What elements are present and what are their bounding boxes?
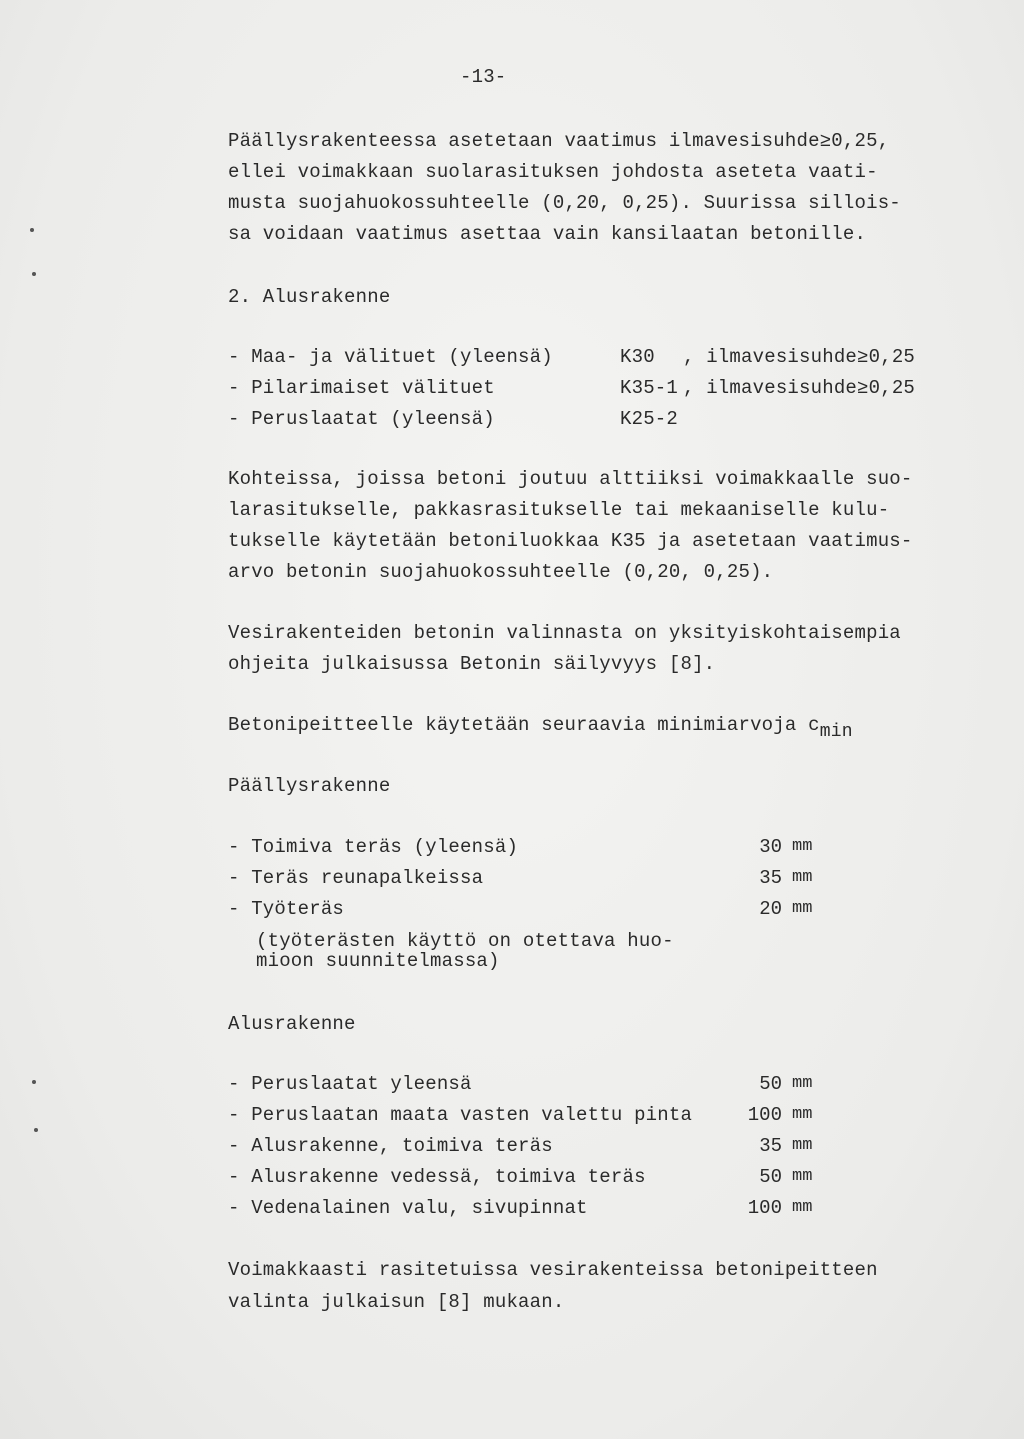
cover-row-unit: mm <box>792 1136 813 1155</box>
cover-intro-text: Betonipeitteelle käytetään seuraavia minimiarvoja c <box>228 714 820 736</box>
requirement-item: - Peruslaatat (yleensä) <box>228 408 495 430</box>
scan-speck <box>32 1080 36 1084</box>
cover-row-label: - Teräs reunapalkeissa <box>228 867 484 889</box>
cover-row-label: - Alusrakenne, toimiva teräs <box>228 1135 553 1157</box>
paragraph-line: musta suojahuokossuhteelle (0,20, 0,25). Suurissa sillois- <box>228 192 901 214</box>
cover-row-unit: mm <box>792 1198 813 1217</box>
requirement-note: , ilmavesisuhde≥0,25 <box>683 346 916 368</box>
cover-row-label: - Peruslaatat yleensä <box>228 1073 472 1095</box>
cover-row-value: 35 <box>759 867 782 889</box>
cover-row-unit: mm <box>792 899 813 918</box>
cover-row-unit: mm <box>792 868 813 887</box>
cover-row-unit: mm <box>792 1105 813 1124</box>
cover-row-label: - Vedenalainen valu, sivupinnat <box>228 1197 588 1219</box>
paragraph-line: ellei voimakkaan suolarasituksen johdosta aseteta vaati- <box>228 161 878 183</box>
cover-row-unit: mm <box>792 837 813 856</box>
cover-row-unit: mm <box>792 1167 813 1186</box>
cover-intro <box>228 714 853 742</box>
substructure-heading: Alusrakenne <box>228 1013 356 1035</box>
paragraph-line: Päällysrakenteessa asetetaan vaatimus ilmavesisuhde≥0,25, <box>228 130 890 152</box>
paragraph-line: Vesirakenteiden betonin valinnasta on yksityiskohtaisempia <box>228 622 901 644</box>
paragraph-line: larasitukselle, pakkasrasitukselle tai mekaaniselle kulu- <box>228 499 890 521</box>
cover-row-value: 100 <box>747 1197 782 1219</box>
cover-row-value: 30 <box>759 836 782 858</box>
scan-speck <box>32 272 36 276</box>
cover-row-label: - Työteräs <box>228 898 345 920</box>
cover-intro-subscript: min <box>819 722 853 742</box>
paragraph-line: sa voidaan vaatimus asettaa vain kansilaatan betonille. <box>228 223 867 245</box>
paragraph-line: arvo betonin suojahuokossuhteelle (0,20, 0,25). <box>228 561 774 583</box>
cover-row-value: 100 <box>747 1104 782 1126</box>
requirement-class: K30 <box>620 346 655 368</box>
cover-row-label: - Peruslaatan maata vasten valettu pinta <box>228 1104 693 1126</box>
requirement-class: K35-1 <box>620 377 679 399</box>
cover-row-label: - Toimiva teräs (yleensä) <box>228 836 519 858</box>
cover-row-value: 50 <box>759 1073 782 1095</box>
section-heading: 2. Alusrakenne <box>228 286 391 308</box>
scan-speck <box>30 228 34 232</box>
superstructure-heading: Päällysrakenne <box>228 775 391 797</box>
requirement-class: K25-2 <box>620 408 679 430</box>
requirement-item: - Pilarimaiset välituet <box>228 377 495 399</box>
scan-speck <box>34 1128 38 1132</box>
paragraph-line: Voimakkaasti rasitetuissa vesirakenteissa betonipeitteen <box>228 1259 878 1281</box>
cover-note-line: mioon suunnitelmassa) <box>256 950 500 972</box>
cover-note-line: (työterästen käyttö on otettava huo- <box>256 930 674 952</box>
cover-row-value: 50 <box>759 1166 782 1188</box>
paragraph-line: valinta julkaisun [8] mukaan. <box>228 1291 565 1313</box>
page-number: -13- <box>460 66 507 88</box>
requirement-item: - Maa- ja välituet (yleensä) <box>228 346 553 368</box>
paragraph-line: ohjeita julkaisussa Betonin säilyvyys [8]. <box>228 653 716 675</box>
requirement-note: , ilmavesisuhde≥0,25 <box>683 377 916 399</box>
paragraph-line: tukselle käytetään betoniluokkaa K35 ja asetetaan vaatimus- <box>228 530 913 552</box>
cover-row-unit: mm <box>792 1074 813 1093</box>
paragraph-line: Kohteissa, joissa betoni joutuu alttiiksi voimakkaalle suo- <box>228 468 913 490</box>
cover-row-label: - Alusrakenne vedessä, toimiva teräs <box>228 1166 646 1188</box>
cover-row-value: 35 <box>759 1135 782 1157</box>
cover-row-value: 20 <box>759 898 782 920</box>
